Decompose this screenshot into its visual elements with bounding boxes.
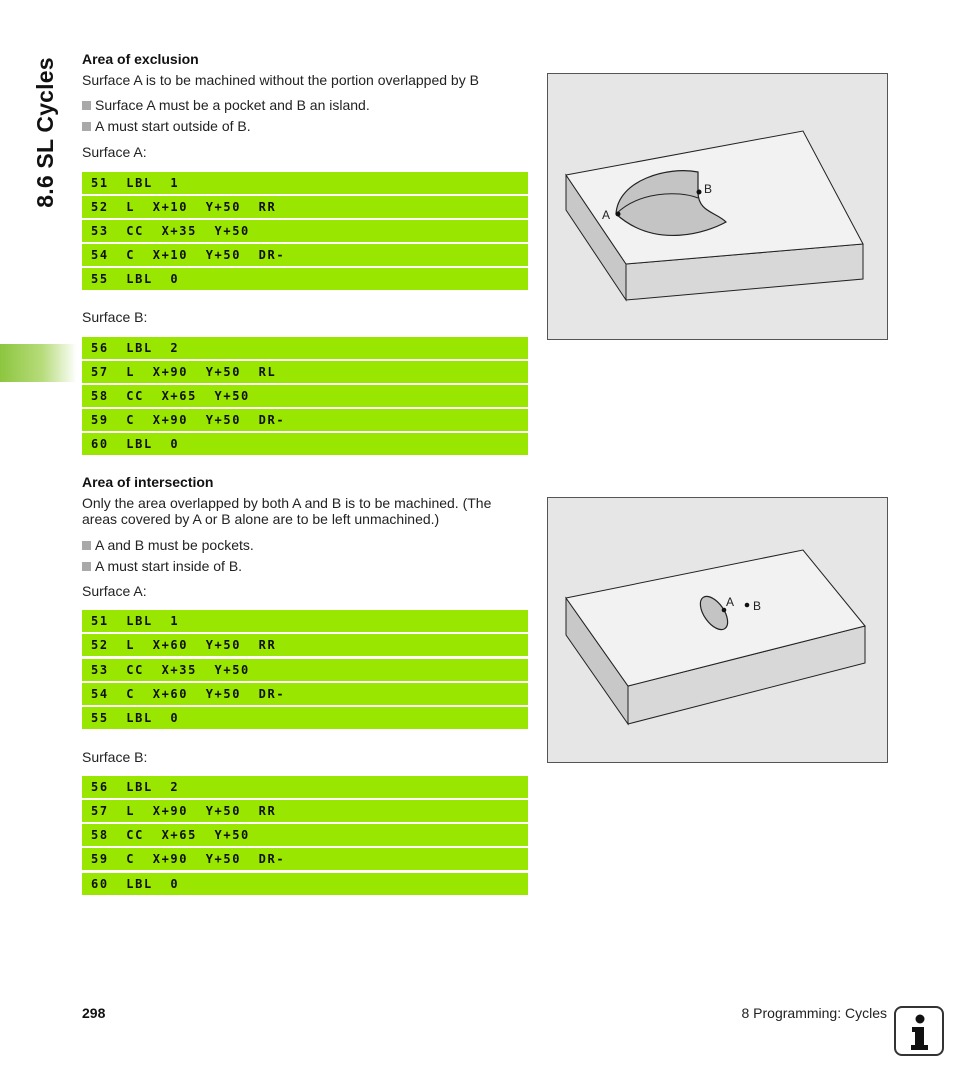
- intersection-surface-a-label: Surface A:: [82, 583, 147, 599]
- intersection-description-line2: areas covered by A or B alone are to be left unmachined.): [82, 511, 440, 527]
- code-line: 58 CC X+65 Y+50: [82, 385, 528, 407]
- figure-label-a: A: [602, 208, 611, 222]
- code-line: 59 C X+90 Y+50 DR-: [82, 848, 528, 870]
- code-line: 51 LBL 1: [82, 610, 528, 632]
- intersection-surface-b-label: Surface B:: [82, 749, 148, 765]
- intersection-bullet: A must start inside of B.: [82, 558, 242, 574]
- figure-label-b: B: [704, 182, 713, 196]
- bullet-square-icon: [82, 541, 91, 550]
- code-line: 55 LBL 0: [82, 707, 528, 729]
- code-line: 59 C X+90 Y+50 DR-: [82, 409, 528, 431]
- intersection-figure: [547, 497, 888, 763]
- code-line: 51 LBL 1: [82, 172, 528, 194]
- code-line: 60 LBL 0: [82, 433, 528, 455]
- intersection-bullet: A and B must be pockets.: [82, 537, 254, 553]
- code-line: 58 CC X+65 Y+50: [82, 824, 528, 846]
- figure-label-b: B: [753, 599, 762, 613]
- exclusion-surface-a-label: Surface A:: [82, 144, 147, 160]
- bullet-square-icon: [82, 101, 91, 110]
- exclusion-description: Surface A is to be machined without the portion overlapped by B: [82, 72, 479, 88]
- intersection-description-line1: Only the area overlapped by both A and B is to be machined. (The: [82, 495, 492, 511]
- code-line: 53 CC X+35 Y+50: [82, 220, 528, 242]
- code-line: 57 L X+90 Y+50 RL: [82, 361, 528, 383]
- page-number: 298: [82, 1005, 106, 1021]
- code-line: 54 C X+60 Y+50 DR-: [82, 683, 528, 705]
- code-line: 56 LBL 2: [82, 337, 528, 359]
- intersection-heading: Area of intersection: [82, 474, 214, 490]
- code-line: 56 LBL 2: [82, 776, 528, 798]
- exclusion-surface-b-label: Surface B:: [82, 309, 148, 325]
- chapter-title: 8 Programming: Cycles: [741, 1005, 887, 1021]
- info-icon: [894, 1006, 944, 1056]
- exclusion-bullet: A must start outside of B.: [82, 118, 251, 134]
- code-line: 55 LBL 0: [82, 268, 528, 290]
- exclusion-heading: Area of exclusion: [82, 51, 199, 67]
- section-tab-marker: [0, 344, 77, 382]
- code-line: 53 CC X+35 Y+50: [82, 659, 528, 681]
- bullet-square-icon: [82, 562, 91, 571]
- code-line: 54 C X+10 Y+50 DR-: [82, 244, 528, 266]
- code-line: 57 L X+90 Y+50 RR: [82, 800, 528, 822]
- code-line: 52 L X+60 Y+50 RR: [82, 634, 528, 656]
- code-line: 60 LBL 0: [82, 873, 528, 895]
- section-side-title: 8.6 SL Cycles: [31, 56, 58, 208]
- code-line: 52 L X+10 Y+50 RR: [82, 196, 528, 218]
- figure-label-a: A: [726, 595, 735, 609]
- bullet-square-icon: [82, 122, 91, 131]
- exclusion-figure: [547, 73, 888, 340]
- exclusion-bullet: Surface A must be a pocket and B an island.: [82, 97, 370, 113]
